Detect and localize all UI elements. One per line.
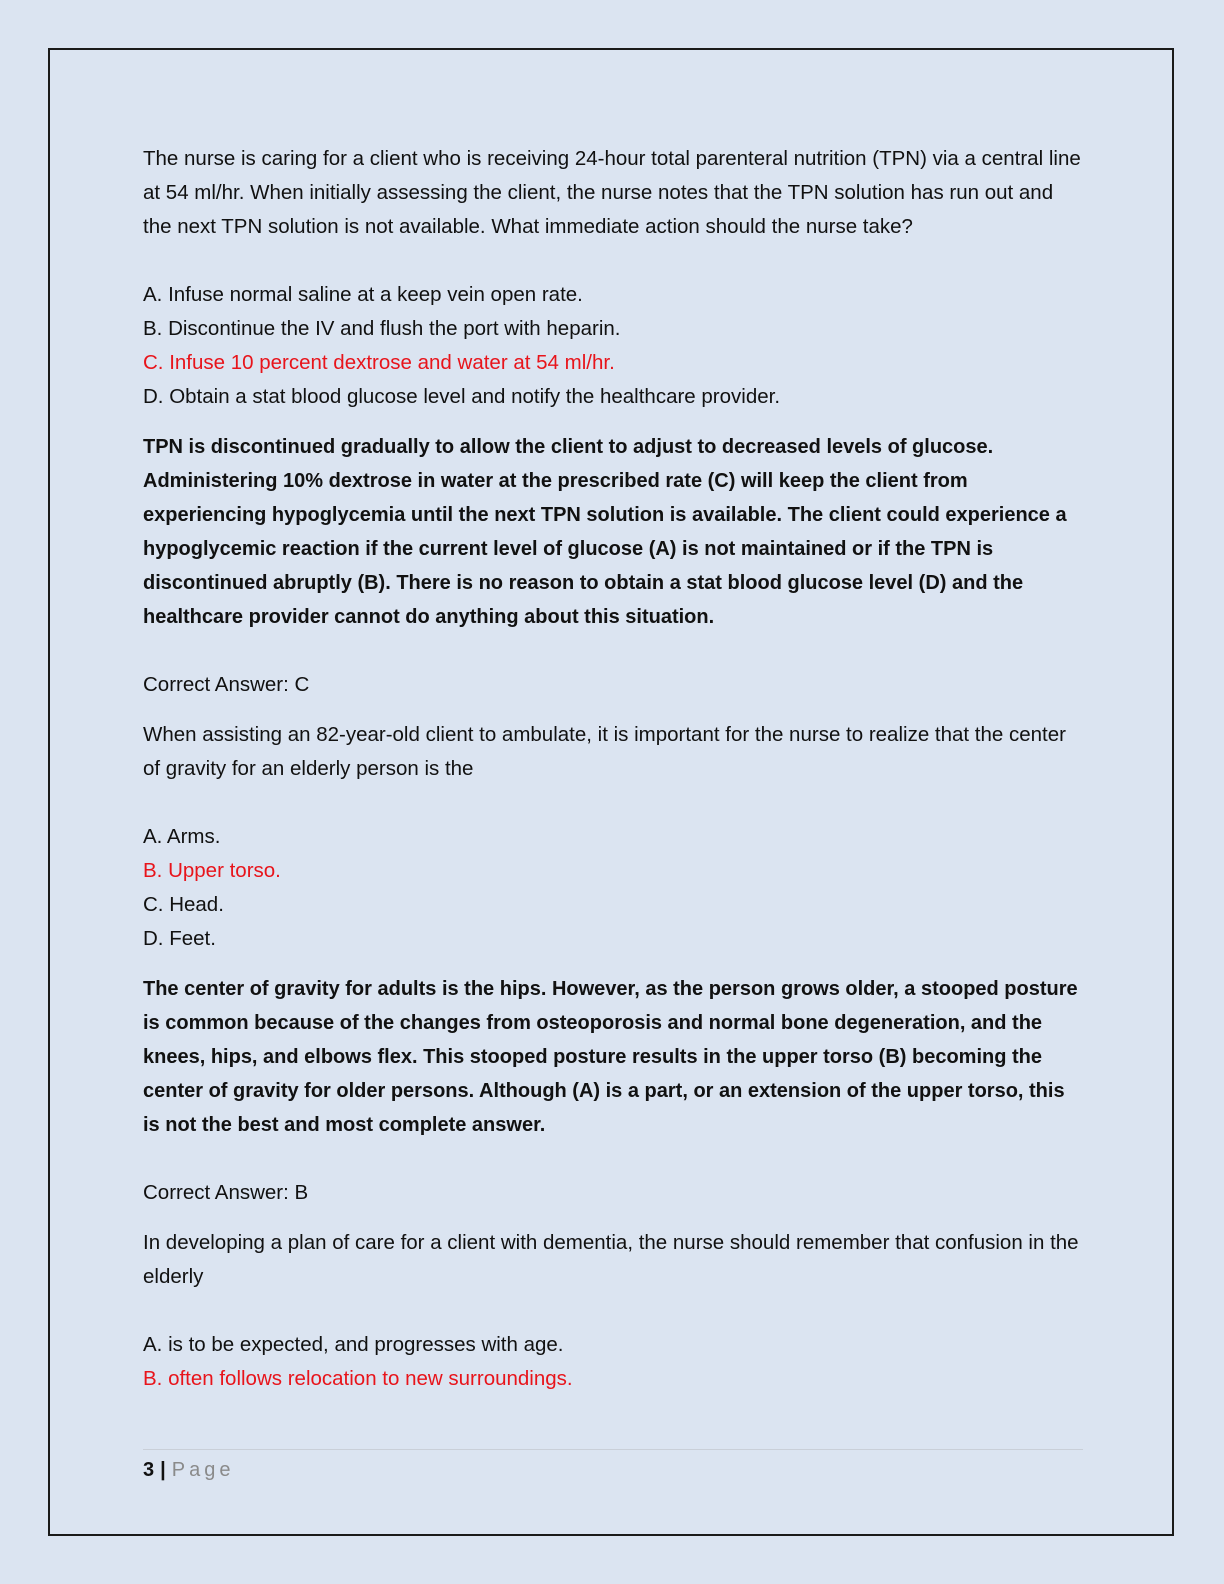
- question-2-stem: When assisting an 82-year-old client to ambulate, it is important for the nurse to realize that the center of gravity for an elderly person is the: [143, 723, 1066, 780]
- question-2-explanation: The center of gravity for adults is the hips. However, as the person grows older, a stooped posture is common because of the changes from osteoporosis and normal bone degeneration, and the knees, hips, and elbows flex. This stooped posture results in the upper torso (B) becoming the center of gravity for older persons. Although (A) is a part, or an extension of the upper torso, this is not the best and most complete answer.: [143, 978, 1078, 1136]
- question-1-option-b: B. Discontinue the IV and flush the port with heparin.: [143, 317, 621, 340]
- footer-separator: |: [160, 1459, 166, 1481]
- question-1-stem: The nurse is caring for a client who is receiving 24-hour total parenteral nutrition (TPN) via a central line at 54 ml/hr. When initially assessing the client, the nurse notes that the TPN solution has run out and the next TPN solution is not available. What immediate action should the nurse take?: [143, 147, 1081, 238]
- document-body: [143, 142, 1083, 1396]
- question-2-option-a: A. Arms.: [143, 825, 221, 848]
- question-1-option-c-correct: C. Infuse 10 percent dextrose and water at 54 ml/hr.: [143, 351, 615, 374]
- question-3-option-b-correct: B. often follows relocation to new surroundings.: [143, 1367, 573, 1390]
- question-3-option-a: A. is to be expected, and progresses with age.: [143, 1333, 564, 1356]
- page-number: 3: [143, 1459, 155, 1481]
- question-1-explanation: TPN is discontinued gradually to allow the client to adjust to decreased levels of glucose. Administering 10% dextrose in water at the prescribed rate (C) will keep the client from experiencing hypoglycemia until the next TPN solution is available. The client could experience a hypoglycemic reaction if the current level of glucose (A) is not maintained or if the TPN is discontinued abruptly (B). There is no reason to obtain a stat blood glucose level (D) and the healthcare provider cannot do anything about this situation.: [143, 436, 1067, 628]
- question-1-correct-answer: Correct Answer: C: [143, 673, 310, 696]
- question-1-option-d: D. Obtain a stat blood glucose level and notify the healthcare provider.: [143, 385, 781, 408]
- question-2-correct-answer: Correct Answer: B: [143, 1181, 309, 1204]
- question-3-stem: In developing a plan of care for a client with dementia, the nurse should remember that confusion in the elderly: [143, 1231, 1079, 1288]
- page-footer: [143, 1455, 234, 1485]
- question-2-option-d: D. Feet.: [143, 927, 216, 950]
- page-label: Page: [171, 1459, 235, 1481]
- question-1-option-a: A. Infuse normal saline at a keep vein open rate.: [143, 283, 583, 306]
- question-2-option-c: C. Head.: [143, 893, 224, 916]
- footer-divider: [143, 1449, 1083, 1450]
- question-2-option-b-correct: B. Upper torso.: [143, 859, 281, 882]
